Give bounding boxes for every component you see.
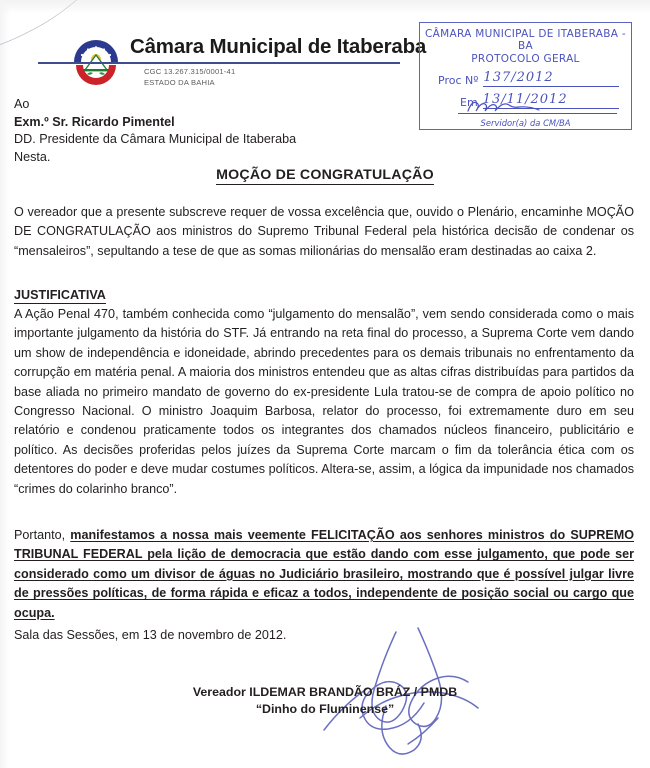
- stamp-date-value: 13/11/2012: [483, 92, 619, 109]
- protocol-stamp: [419, 22, 632, 130]
- addressee-name: Exm.º Sr. Ricardo Pimentel: [14, 114, 175, 129]
- scan-edge-shadow-top: [0, 0, 650, 14]
- state-label: ESTADO DA BAHIA: [144, 77, 215, 87]
- addressee-line-1: Ao: [14, 97, 30, 111]
- stamp-process-label: Proc Nº: [438, 74, 479, 87]
- signer-name: Vereador ILDEMAR BRANDÃO BRÁZ / PMDB: [192, 685, 458, 699]
- stamp-date-label: Em: [460, 96, 478, 109]
- document-title-text: MOÇÃO DE CONGRATULAÇÃO: [216, 167, 434, 183]
- letterhead: [38, 30, 427, 100]
- paragraph-justification: A Ação Penal 470, também conhecida como “julgamento do mensalão”, vem sendo considerada como o mais importante julgamento da história do STF. Já entrando na reta final do processo, a Suprema Corte vem dando um show de independência e idoneidade, abrindo precedentes para os demais tribunais no enfrentamento da corrupção em matéria penal. A maioria dos ministros entendeu que as altas cifras distribuídas para partidos da base aliada no primeiro mandato de governo do ex-presidente Lula tratou-se de compra de apoio político no Congresso Nacional. O ministro Joaquim Barbosa, relator do processo, foi extremamente duro em seu relatório e condenou praticamente todos os integrantes dos chamados núcleos financeiro, publicitário e político. As decisões proferidas pelos juízes da Suprema Corte marcam o fim da tolerância ética com os detentores do poder e deve mudar costumes políticos. Altera-se, assim, a lógica da impunidade nos chamados “crimes do colarinho branco”.: [14, 307, 634, 496]
- letterhead-divider: [38, 62, 400, 64]
- paragraph-request: O vereador que a presente subscreve requer de vossa excelência que, ouvido o Plenário, encaminhe MOÇÃO DE CONGRATULAÇÃO aos ministros do Supremo Tribunal Federal pela histórica decisão de condenar os “mensaleiros”, sepultando a tese de que as somas milionárias do mensalão eram destinadas ao caixa 2.: [14, 205, 634, 258]
- stamp-signature-caption: Servidor(a) da CM/BA: [480, 118, 571, 128]
- paragraph-conclusion: [14, 526, 634, 623]
- signer-nickname: “Dinho do Fluminense”: [255, 702, 395, 716]
- document-title: [0, 167, 650, 183]
- conclusion-lead: Portanto,: [14, 528, 71, 542]
- justificativa-heading: [14, 288, 106, 302]
- scan-edge-shadow-left: [0, 0, 10, 768]
- letterhead-subtext: [144, 67, 235, 88]
- stamp-process-row: [420, 70, 631, 87]
- addressee-block: [14, 96, 296, 166]
- conclusion-emphasis: manifestamos a nossa mais veemente FELICITAÇÃO aos senhores ministros do SUPREMO TRIBUNAL FEDERAL pela lição de democracia que estão dando com esse julgamento, que pode ser considerado como um divisor de águas no Judiciário brasileiro, mostrando que é possível julgar livre de pressões políticas, de forma rápida e eficaz a todos, independente de posição social ou cargo que ocupa.: [14, 528, 635, 620]
- stamp-signature-rule: [458, 113, 617, 114]
- stamp-institution-line: CÂMARA MUNICIPAL DE ITABERABA - BA: [425, 28, 626, 52]
- institution-title: Câmara Municipal de Itaberaba: [130, 35, 427, 58]
- addressee-location: Nesta.: [14, 149, 51, 164]
- closing-line: Sala das Sessões, em 13 de novembro de 2012.: [14, 628, 287, 642]
- cgc-number: CGC 13.267.315/0001-41: [144, 67, 236, 76]
- stamp-process-value: 137/2012: [483, 70, 619, 87]
- addressee-role: DD. Presidente da Câmara Municipal de Itaberaba: [14, 132, 297, 146]
- justificativa-heading-text: JUSTIFICATIVA: [14, 288, 106, 302]
- stamp-department-line: PROTOCOLO GERAL: [471, 53, 580, 65]
- signature-block: [0, 684, 650, 718]
